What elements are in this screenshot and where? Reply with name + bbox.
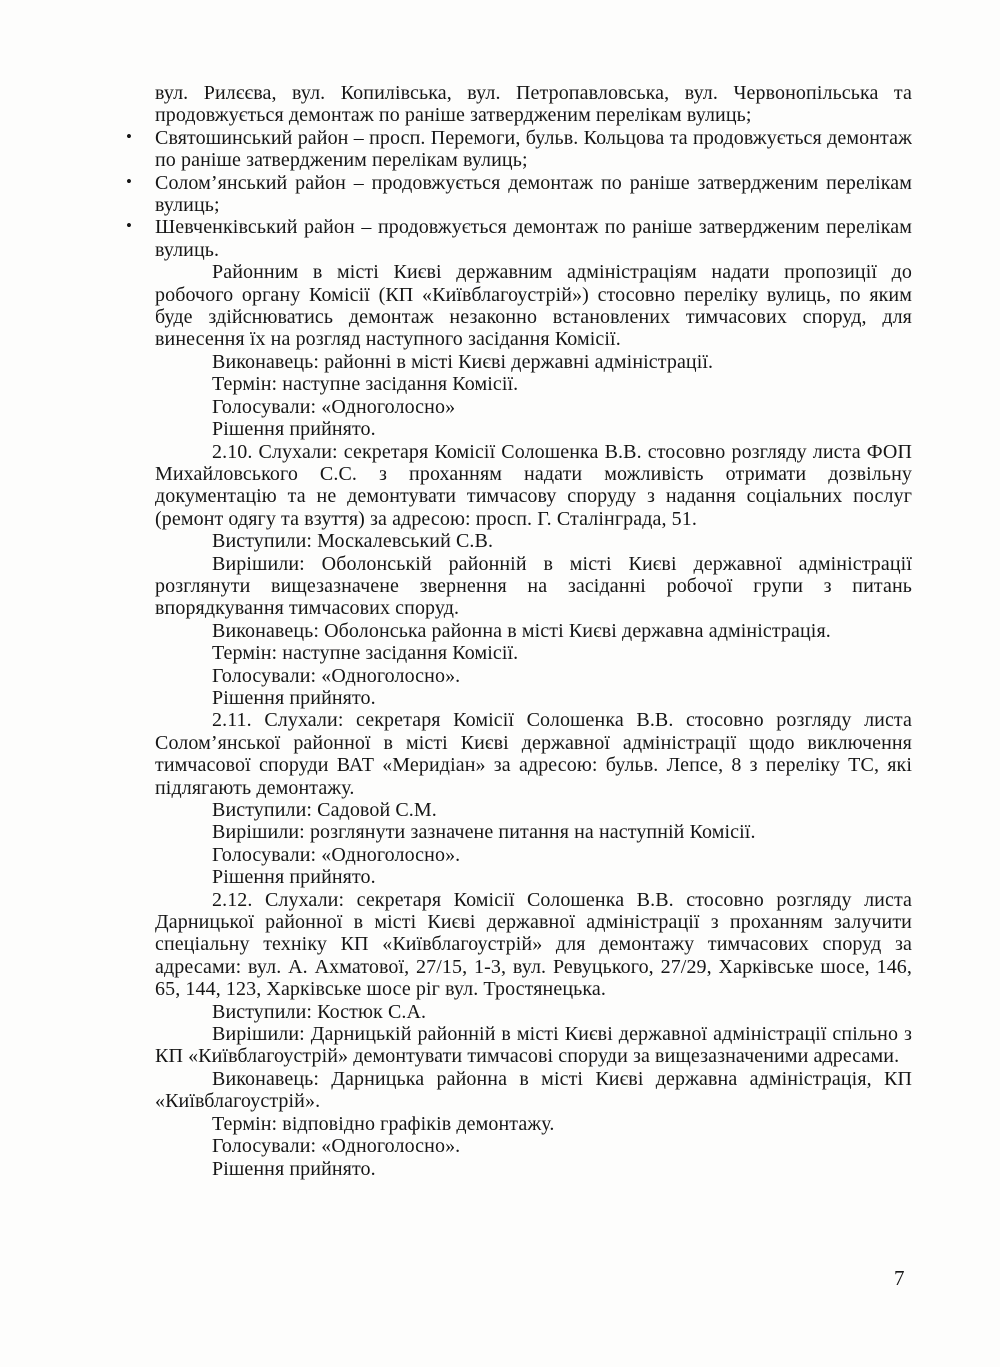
executor-line: Виконавець: районні в місті Києві державні адміністрації.	[212, 350, 714, 373]
bullet-icon: •	[126, 216, 133, 236]
document-body	[126, 82, 912, 1180]
street-list-continuation: вул. Рилєєва, вул. Копилівська, вул. Петропавловська, вул. Червонопільська та продовжується демонтаж по раніше затвердженим перелікам вулиць;	[155, 82, 912, 127]
section-2-10-vote-line: Голосували: «Одноголосно».	[212, 664, 461, 687]
section-2-12-decision-paragraph: Вирішили: Дарницькій районній в місті Києві державної адміністрації спільно з КП «Київблагоустрій» демонтувати тимчасові споруди за вищезазначеними адресами.	[155, 1023, 912, 1068]
page-number: 7	[894, 1266, 905, 1290]
section-2-11-vote-line: Голосували: «Одноголосно».	[212, 843, 461, 866]
resolution-paragraph: Районним в місті Києві державним адміністраціям надати пропозиції до робочого органу Комісії (КП «Київблагоустрій») стосовно переліку вулиць, по яким буде здійснюватись демонтаж незаконно встановлених тимчасових споруд, для винесення їх на розгляд наступного засідання Комісії.	[155, 261, 912, 351]
term-line: Термін: наступне засідання Комісії.	[212, 373, 519, 396]
section-2-12-sluhaly-paragraph: 2.12. Слухали: секретаря Комісії Солошенка В.В. стосовно розгляду листа Дарницької районної в місті Києві державної адміністрації з проханням залучити спеціальну техніку КП «Київблагоустрій» для демонтажу тимчасових споруд за адресами: вул. А. Ахматової, 27/15, 1-3, вул. Ревуцького, 27/29, Харківське шосе, 146, 65, 144, 123, Харківське шосе ріг вул. Тростянецька.	[155, 888, 912, 1001]
district-item-solomianskyi	[126, 171, 912, 217]
section-2-10-term-line: Термін: наступне засідання Комісії.	[212, 642, 519, 665]
section-2-12-vote-line: Голосували: «Одноголосно».	[212, 1135, 461, 1158]
section-2-10-speakers-line: Виступили: Москалевський С.В.	[212, 530, 494, 553]
section-2-11-decision-line: Вирішили: розглянути зазначене питання на наступній Комісії.	[212, 821, 756, 844]
section-2-10-sluhaly-paragraph: 2.10. Слухали: секретаря Комісії Солошенка В.В. стосовно розгляду листа ФОП Михайловського С.С. з проханням надати можливість отримати дозвільну документацію та не демонтувати тимчасову споруду з надання соціальних послуг (ремонт одягу та взуття) за адресою: просп. Г. Сталінграда, 51.	[155, 440, 912, 530]
district-item-shevchenkivskyi	[126, 216, 912, 261]
section-2-11-speakers-line: Виступили: Садовой С.М.	[212, 799, 437, 821]
section-2-12-speakers-line: Виступили: Костюк С.А.	[212, 1000, 427, 1023]
section-2-12-executor-paragraph: Виконавець: Дарницька районна в місті Києві державна адміністрація, КП «Київблагоустрій».	[155, 1067, 912, 1113]
district-item-text: Шевченківський район – продовжується демонтаж по раніше затвердженим перелікам вулиць.	[155, 216, 912, 261]
result-line: Рішення прийнято.	[212, 418, 376, 441]
vote-line: Голосували: «Одноголосно»	[212, 395, 456, 418]
bullet-icon: •	[126, 171, 133, 191]
district-item-text: Святошинський район – просп. Перемоги, бульв. Кольцова та продовжується демонтаж по раніше затвердженим перелікам вулиць;	[155, 126, 912, 172]
section-2-10-result-line: Рішення прийнято.	[212, 686, 376, 709]
district-item-text: Солом’янський район – продовжується демонтаж по раніше затвердженим перелікам вулиць;	[155, 171, 912, 217]
section-2-12-result-line: Рішення прийнято.	[212, 1157, 376, 1180]
section-2-10-decision-paragraph: Вирішили: Оболонській районній в місті Києві державної адміністрації розглянути вищезазначене звернення на засіданні робочої групи з питань впорядкування тимчасових споруд.	[155, 552, 912, 620]
section-2-10-executor-line: Виконавець: Оболонська районна в місті Києві державна адміністрація.	[212, 619, 831, 642]
section-2-12-term-line: Термін: відповідно графіків демонтажу.	[212, 1112, 555, 1135]
section-2-11-sluhaly-paragraph: 2.11. Слухали: секретаря Комісії Солошенка В.В. стосовно розгляду листа Солом’янської районної в місті Києві державної адміністрації щодо виключення тимчасової споруди ВАТ «Меридіан» за адресою: бульв. Лепсе, 8 з переліку ТС, які підлягають демонтажу.	[155, 709, 912, 799]
district-item-sviatoshynskyi	[126, 126, 912, 172]
section-2-11-result-line: Рішення прийнято.	[212, 866, 376, 889]
bullet-icon: •	[126, 126, 133, 146]
